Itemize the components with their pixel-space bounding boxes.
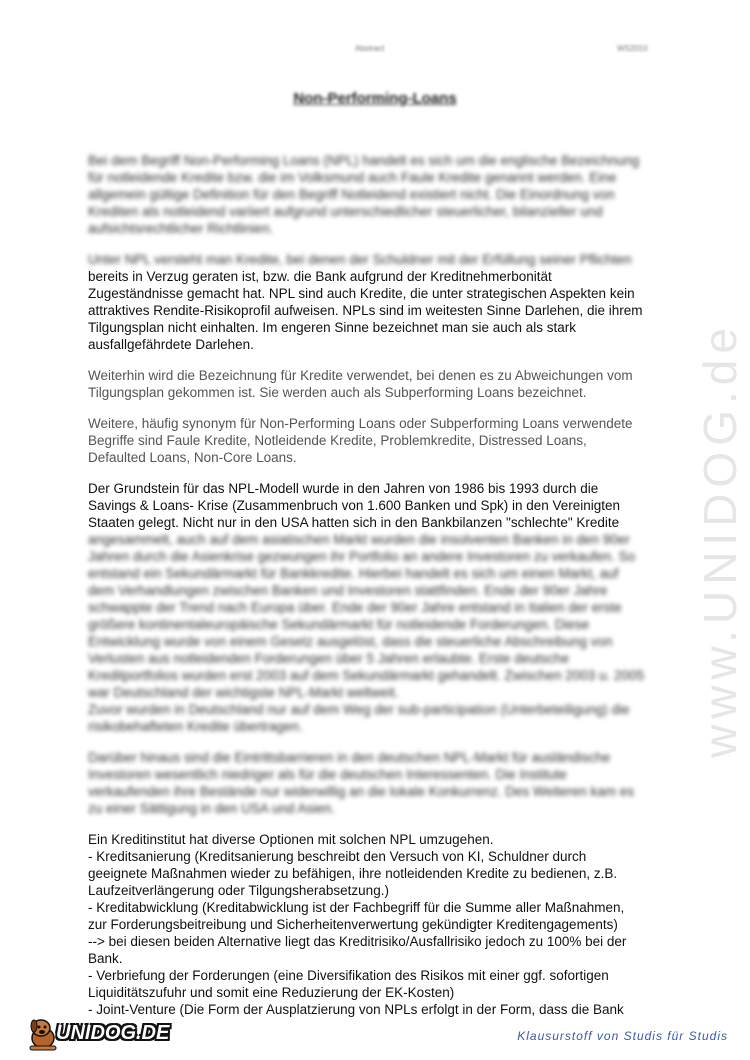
paragraph-npl-intro-blurred: Unter NPL versteht man Kredite, bei denen der Schuldner mit der Erfüllung seiner Pflichten bbox=[88, 252, 632, 267]
header-right-text: WS2010 bbox=[617, 44, 648, 53]
watermark-text: www.UNIDOG.de bbox=[694, 322, 747, 758]
paragraph-synonyms: Weitere, häufig synonym für Non-Performing Loans oder Subperforming Loans verwendete Begriffe sind Faule Kredite, Notleidende Kredite, Problemkredite, Distressed Loans, Defaulted Loans, Non-Core Loans. bbox=[88, 416, 633, 465]
paragraph-subperforming: Weiterhin wird die Bezeichnung für Kredite verwendet, bei denen es zu Abweichungen vom Tilgungsplan gekommen ist. Sie werden auch als Subperforming Loans bezeichnet. bbox=[88, 368, 633, 400]
document-title: Non-Performing-Loans bbox=[293, 90, 457, 107]
logo-text: UNIDOG.DE bbox=[56, 1022, 170, 1044]
paragraph-history-blurred: angesammelt, auch auf dem asiatischen Markt wurden die insolventen Banken in den 90er Jahren durch die Asienkrise gezwungen ihr Portfolio an andere Investoren zu verkaufen. So entstand ein Sekundärmarkt für Bankkredite. Hierbei handelt es sich um einen Markt, auf dem Verhandlungen zwischen Banken und Investoren stattfinden. Ende der 90er Jahre schwappte der Trend nach Europa über. Ende der 90er Jahre entstand in Italien der erste größere kontinentaleuropäische Sekundärmarkt für notleidende Forderungen. Diese Entwicklung wurde von einem Gesetz ausgelöst, dass die steuerliche Abschreibung von Verlusten aus notleidenden Forderungen über 5 Jahren erlaubte. Erste deutsche Kreditportfolios wurden erst 2003 auf dem Sekundärmarkt gehandelt. Zwischen 2003 u. 2005 war Deutschland der wichtigste NPL-Markt weltweit. Zuvor wurden in Deutschland nur auf dem Weg der sub-participation (Unterbeteiligung) die risikobehafteten Kredite übertragen. bbox=[88, 532, 645, 734]
document-body bbox=[88, 152, 648, 1018]
header-left-text: Abstract bbox=[355, 44, 385, 53]
unidog-logo[interactable] bbox=[26, 1014, 170, 1054]
watermark bbox=[680, 322, 750, 758]
paragraph-options: Ein Kreditinstitut hat diverse Optionen mit solchen NPL umzugehen. - Kreditsanierung (Kreditsanierung beschreibt den Versuch von KI, Schuldner durch geeignete Maßnahmen wieder zu befähigen, ihre notleidenden Kredite zu bedienen, z.B. Laufzeitverlängerung oder Tilgungsherabsetzung.) - Kreditabwicklung (Kreditabwicklung ist der Fachbegriff für die Summe aller Maßnahmen, zur Forderungsbeitreibung und Sicherheitenverwertung gekündigter Kreditengagements) --> bei diesen beiden Alternative liegt das Kreditrisiko/Ausfallrisiko jedoch zu 100% bei der Bank. - Verbriefung der Forderungen (eine Diversifikation des Risikos mit einer ggf. sofortigen Liquiditätszufuhr und somit eine Reduzierung der EK-Kosten) - Joint-Venture (Die Form der Ausplatzierung von NPLs erfolgt in der Form, dass die Bank bbox=[88, 832, 627, 1017]
paragraph-market-barriers: Darüber hinaus sind die Eintrittsbarrieren in den deutschen NPL-Markt für ausländische Investoren wesentlich niedriger als für die deutschen Interessenten. Die Institute verkaufenden ihre Bestände nur widerwillig an die lokale Konkurrenz. Des Weiteren kam es zu einer Sättigung in den USA und Asien. bbox=[88, 750, 635, 816]
footer-tagline: Klausurstoff von Studis für Studis bbox=[517, 1029, 728, 1043]
paragraph-definition: Bei dem Begriff Non-Performing Loans (NPL) handelt es sich um die englische Bezeichnung für notleidende Kredite bzw. die im Volksmund auch Faule Kredite genannt werden. Eine allgemein gültige Definition für den Begriff Notleidend existiert nicht. Die Einordnung von Krediten als notleidend variiert aufgrund unterschiedlicher steuerlicher, bilanzieller und aufsichtsrechtlicher Richtlinien. bbox=[88, 153, 640, 236]
page-header bbox=[0, 44, 750, 58]
dog-icon bbox=[26, 1016, 60, 1052]
paragraph-npl-meaning: bereits in Verzug geraten ist, bzw. die Bank aufgrund der Kreditnehmerbonität Zugeständnisse gemacht hat. NPL sind auch Kredite, die unter strategischen Aspekten kein attraktives Rendite-Risikoprofil aufweisen. NPLs sind im weitesten Sinne Darlehen, die ihrem Tilgungsplan nicht einhalten. Im engeren Sinne bezeichnet man sie auch als stark ausfallgefährdete Darlehen. bbox=[88, 269, 643, 352]
paragraph-history: Der Grundstein für das NPL-Modell wurde in den Jahren von 1986 bis 1993 durch die Savings & Loans- Krise (Zusammenbruch von 1.600 Banken und Spk) in den Vereinigten Staaten gelegt. Nicht nur in den USA hatten sich in den Bankbilanzen "schlechte" Kredite bbox=[88, 481, 621, 530]
